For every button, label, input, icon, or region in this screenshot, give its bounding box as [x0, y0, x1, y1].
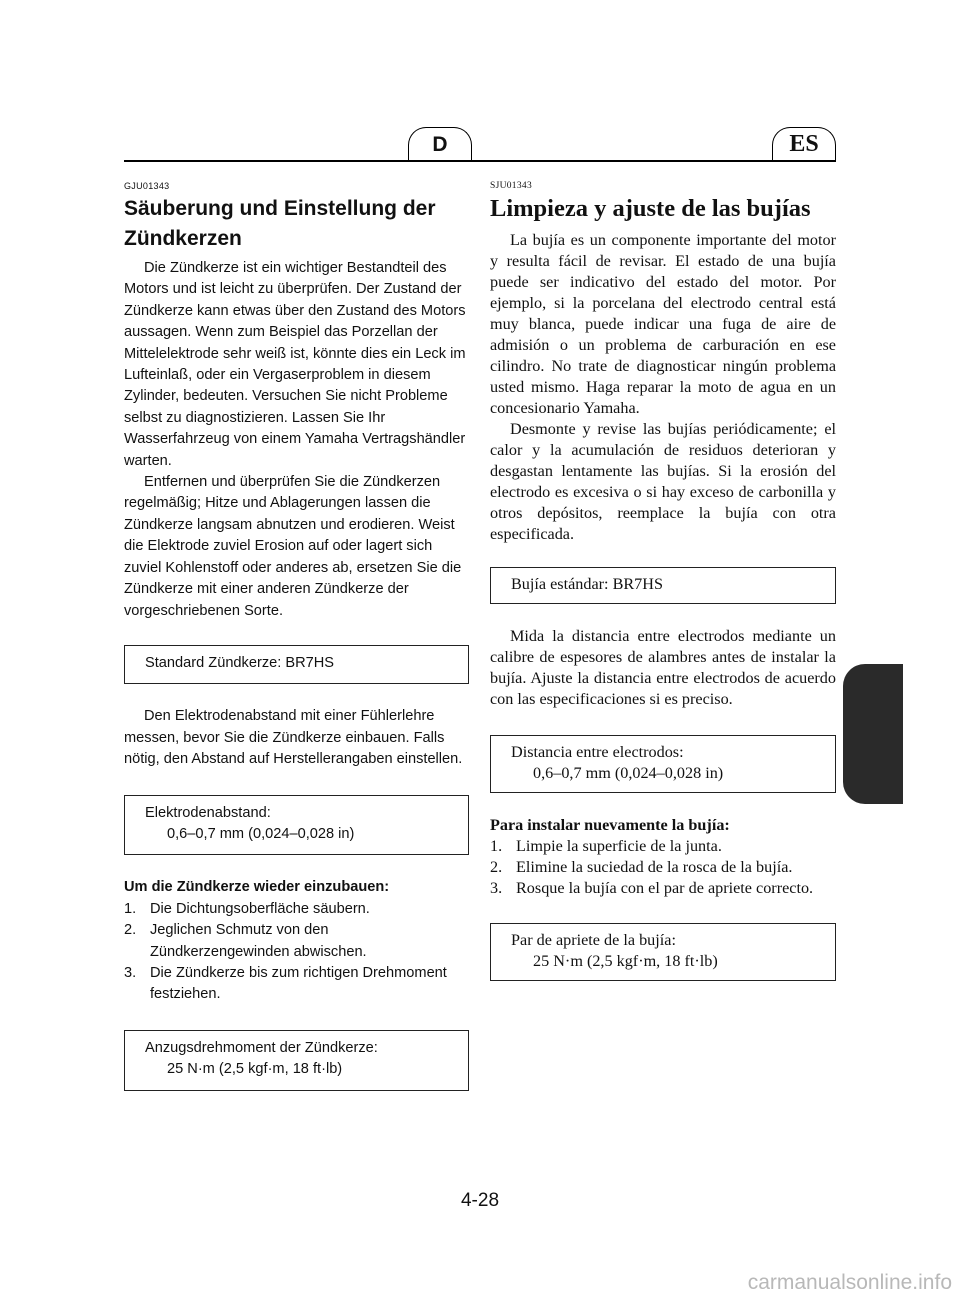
spec-box-electrode-gap — [124, 795, 469, 856]
spec-box-torque — [490, 923, 836, 981]
page-number: 4-28 — [460, 1190, 500, 1211]
german-column — [124, 180, 469, 1113]
spec-box-standard-plug — [490, 567, 836, 604]
subheading: Para instalar nuevamente la bujía: — [490, 816, 730, 834]
list-item: 3. Die Zündkerze bis zum richtigen Drehmoment festziehen. — [124, 964, 447, 1003]
spec-box-standard-plug — [124, 645, 469, 684]
paragraph: Die Zündkerze ist ein wichtiger Bestandteil des Motors und ist leicht zu überprüfen. Der Zustand der Zündkerze kann etwas über den Zustand des Motors aussagen. Wenn zum Beispiel das Porzellan der Mittelelektrode sehr weiß ist, könnte dies ein Leck im Lufteinlaß, oder ein Vergaserproblem in diesem Zylinder, bedeuten. Versuchen Sie nicht Probleme selbst zu diagnostizieren. Lassen Sie Ihr Wasserfahrzeug von einem Yamaha Vertragshändler warten. — [124, 260, 466, 469]
spec-text: Standard Zündkerze: BR7HS — [145, 654, 335, 671]
list-item: 1. Die Dichtungsoberfläche säubern. — [124, 900, 370, 917]
section-title: Limpieza y ajuste de las bujías — [490, 195, 811, 222]
header-rule — [124, 160, 836, 162]
spec-label: Anzugsdrehmoment der Zündkerze: — [145, 1039, 378, 1056]
spec-box-torque — [124, 1030, 469, 1091]
spec-text: Bujía estándar: BR7HS — [511, 575, 663, 593]
spec-label: Elektrodenabstand: — [145, 804, 271, 821]
spec-label: Par de apriete de la bujía: — [511, 931, 676, 949]
paragraph: Den Elektrodenabstand mit einer Fühlerlehre messen, bevor Sie die Zündkerze einbauen. Falls nötig, den Abstand auf Herstellerangaben einstellen. — [124, 708, 463, 768]
install-steps — [490, 836, 836, 899]
spec-value: 0,6–0,7 mm (0,024–0,028 in) — [533, 764, 724, 782]
paragraph: Entfernen und überprüfen Sie die Zündkerzen regelmäßig; Hitze und Ablagerungen lassen die Zündkerze langsam abnutzen und erodieren. Weist die Elektrode zuviel Erosion auf oder lagert sich zuviel Kohlenstoff oder anderes ab, ersetzen Sie die Zündkerze mit einer anderen Zündkerze der vorgeschriebenen Sorte. — [124, 474, 462, 619]
spec-value: 25 N·m (2,5 kgf·m, 18 ft·lb) — [167, 1061, 343, 1078]
footer-watermark: carmanualsonline.info — [747, 1271, 952, 1294]
spanish-column — [490, 180, 836, 1003]
list-item: 2. Elimine la suciedad de la rosca de la bujía. — [490, 858, 793, 876]
spec-box-electrode-gap — [490, 735, 836, 793]
list-item: 2. Jeglichen Schmutz von den Zündkerzengewinden abwischen. — [124, 922, 367, 960]
spec-value: 0,6–0,7 mm (0,024–0,028 in) — [167, 825, 355, 842]
list-item: 3. Rosque la bujía con el par de apriete correcto. — [490, 879, 814, 897]
paragraph: Desmonte y revise las bujías periódicamente; el calor y la acumulación de residuos deterioran y desgastan lentamente las bujías. Si la erosión del electrodo es excesiva o si hay exceso de carbonilla y otros depósitos, reemplace la bujía con otra especificada. — [490, 420, 836, 543]
subheading: Um die Zündkerze wieder einzubauen: — [124, 879, 390, 896]
section-code: GJU01343 — [124, 181, 170, 191]
section-title: Säuberung und Einstellung der Zündkerzen — [124, 197, 436, 250]
paragraph: Mida la distancia entre electrodos mediante un calibre de espesores de alambres antes de instalar la bujía. Ajuste la distancia entre electrodos de acuerdo con las especificaciones si es preciso. — [490, 627, 836, 708]
list-item: 1. Limpie la superficie de la junta. — [490, 837, 722, 855]
language-tab-german: D — [408, 127, 472, 161]
install-steps — [124, 899, 469, 1006]
paragraph: La bujía es un componente importante del motor y resulta fácil de revisar. El estado de una bujía puede ser indicativo del estado del motor. Por ejemplo, si la porcelana del electrodo central está muy blanca, puede indicar una fuga de aire de admisión o un problema de carburación en ese cilindro. No trate de diagnosticar ningún problema usted mismo. Haga reparar la moto de agua en un concesionario Yamaha. — [490, 231, 836, 417]
chapter-side-tab — [843, 664, 903, 804]
spec-value: 25 N·m (2,5 kgf·m, 18 ft·lb) — [533, 952, 718, 970]
language-tab-spanish: ES — [772, 127, 836, 161]
spec-label: Distancia entre electrodos: — [511, 743, 684, 761]
section-code: SJU01343 — [490, 181, 532, 191]
